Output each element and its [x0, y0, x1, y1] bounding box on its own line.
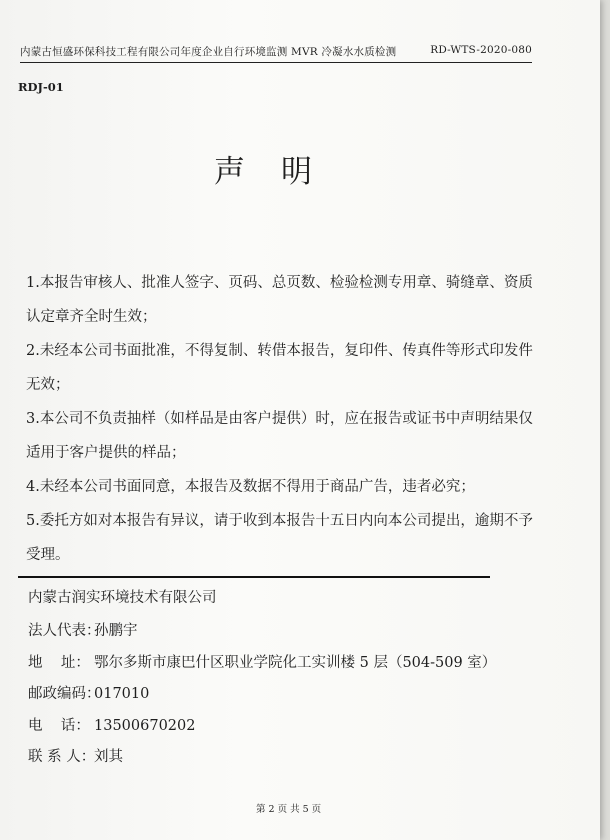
- info-label: 邮政编码：: [28, 686, 101, 702]
- page-number: 第 2 页 共 5 页: [256, 804, 322, 815]
- clause-line: 1.本报告审核人、批准人签字、页码、总页数、检验检测专用章、骑缝章、资质: [26, 275, 533, 291]
- info-value: 13500670202: [94, 717, 196, 734]
- legal-representative-row: [28, 616, 496, 648]
- clause-line: 5.委托方如对本报告有异议，请于收到本报告十五日内向本公司提出，逾期不予: [26, 513, 533, 529]
- clause-line: 3.本公司不负责抽样（如样品是由客户提供）时，应在报告或证书中声明结果仅: [26, 411, 533, 427]
- form-code: RDJ-01: [18, 80, 64, 94]
- divider: [18, 576, 490, 578]
- postal-code-row: [28, 679, 496, 711]
- clause-2: [26, 334, 566, 402]
- info-label: 电 话：: [28, 717, 90, 734]
- info-label: 地 址：: [28, 654, 90, 671]
- clause-1: [26, 266, 566, 334]
- info-value: 鄂尔多斯市康巴什区职业学院化工实训楼 5 层（504-509 室）: [94, 654, 497, 671]
- info-value: 孙鹏宇: [94, 623, 138, 639]
- clause-line: 无效；: [26, 377, 70, 393]
- report-number: RD-WTS-2020-080: [430, 44, 532, 56]
- address-row: [28, 648, 496, 680]
- clause-line: 受理。: [26, 547, 70, 563]
- clause-line: 4.未经本公司书面同意，本报告及数据不得用于商品广告，违者必究；: [26, 479, 475, 495]
- document-title: 声明: [214, 154, 348, 190]
- clause-5: [26, 504, 566, 572]
- contact-info: [28, 616, 496, 774]
- declaration-clauses: [26, 266, 566, 572]
- company-name: 内蒙古润实环境技术有限公司: [28, 590, 217, 606]
- phone-row: [28, 711, 496, 743]
- clause-line: 2.未经本公司书面批准，不得复制、转借本报告，复印件、传真件等形式印发件: [26, 343, 533, 359]
- header-title: 内蒙古恒盛环保科技工程有限公司年度企业自行环境监测 MVR 冷凝水水质检测: [20, 46, 397, 58]
- info-value: 017010: [94, 686, 150, 702]
- clause-4: [26, 470, 566, 504]
- info-value: 刘其: [94, 749, 123, 765]
- clause-line: 认定章齐全时生效；: [26, 309, 157, 325]
- info-label: 法人代表：: [28, 623, 101, 639]
- page-header: [20, 44, 532, 63]
- clause-3: [26, 402, 566, 470]
- clause-line: 适用于客户提供的样品；: [26, 445, 186, 461]
- contact-person-row: [28, 742, 496, 774]
- info-label: 联 系 人：: [28, 749, 96, 765]
